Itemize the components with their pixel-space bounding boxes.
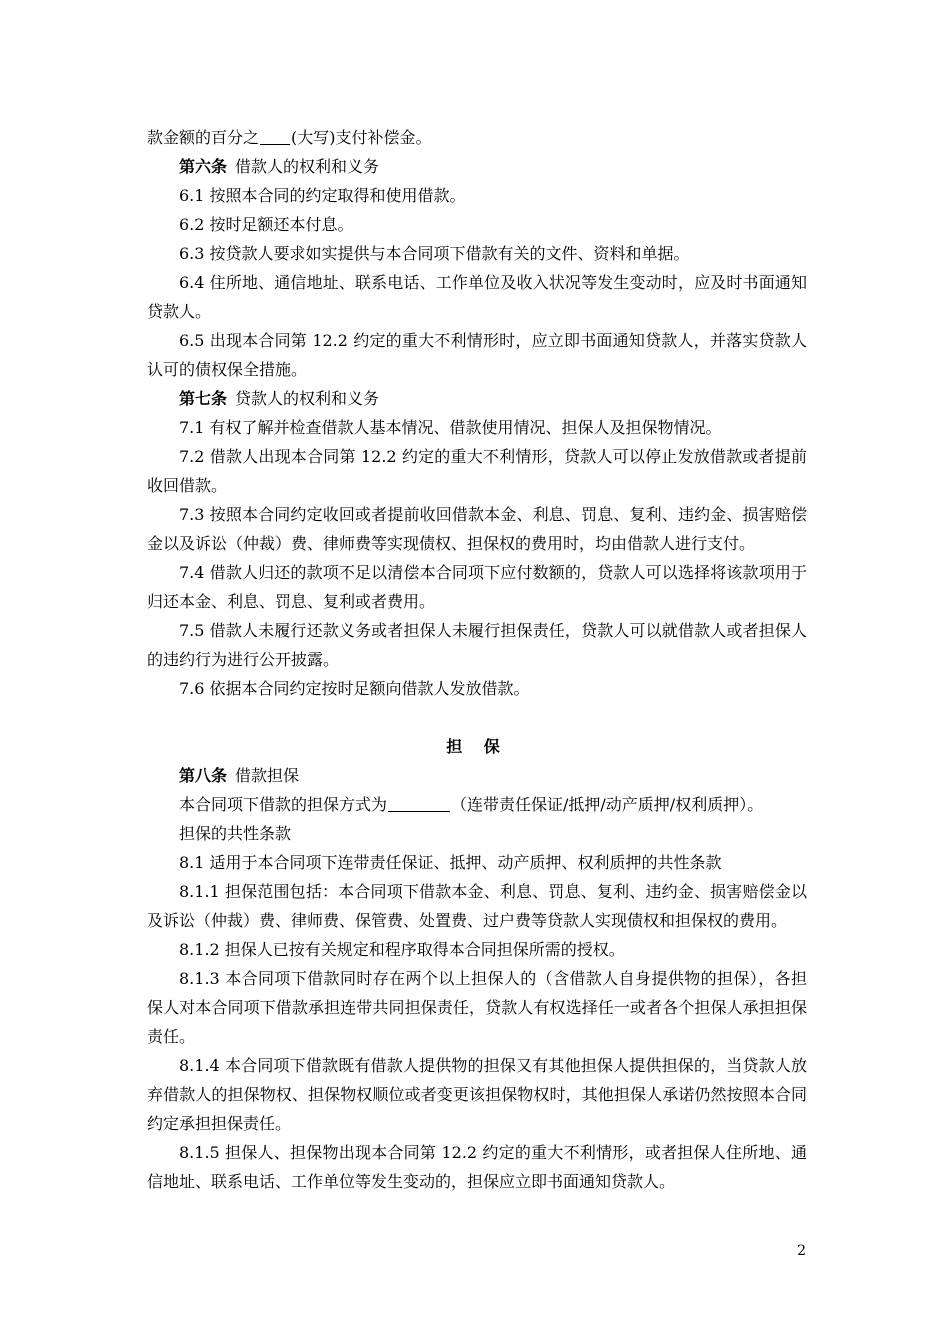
clause-7-3: 7.3 按照本合同约定收回或者提前收回借款本金、利息、罚息、复利、违约金、损害赔偿金以及诉讼（仲裁）费、律师费等实现债权、担保权的费用时，均由借款人进行支付。	[147, 505, 807, 553]
continuation-text-end: (大写)支付补偿金。	[291, 128, 432, 147]
clause-8-1: 8.1 适用于本合同项下连带责任保证、抵押、动产质押、权利质押的共性条款	[179, 853, 722, 872]
clause-8-1-2: 8.1.2 担保人已按有关规定和程序取得本合同担保所需的授权。	[179, 940, 625, 959]
clause-7-4: 7.4 借款人归还的款项不足以清偿本合同项下应付数额的，贷款人可以选择将该款项用于归还本金、利息、罚息、复利或者费用。	[147, 563, 807, 611]
continuation-text-start: 款金额的百分之	[147, 128, 260, 147]
guarantee-method-blank	[388, 795, 450, 812]
clause-8-1-4: 8.1.4 本合同项下借款既有借款人提供物的担保又有其他担保人提供担保的，当贷款人放弃借款人的担保物权、担保物权顺位或者变更该担保物权时，其他担保人承诺仍然按照本合同约定承担担保责任。	[147, 1056, 807, 1133]
section-heading-guarantee: 担 保	[446, 737, 508, 756]
article-7-number: 第七条	[179, 389, 228, 408]
clause-7-6: 7.6 依据本合同约定按时足额向借款人发放借款。	[179, 679, 530, 698]
clause-8-1-5: 8.1.5 担保人、担保物出现本合同第 12.2 约定的重大不利情形，或者担保人住所地、通信地址、联系电话、工作单位等发生变动的，担保应立即书面通知贷款人。	[147, 1143, 807, 1191]
article-6-number: 第六条	[179, 157, 228, 176]
section-spacer	[147, 703, 807, 732]
document-body	[147, 123, 807, 1196]
guarantee-method-options: （连带责任保证/抵押/动产质押/权利质押）。	[451, 795, 764, 814]
clause-7-1: 7.1 有权了解并检查借款人基本情况、借款使用情况、担保人及担保物情况。	[179, 418, 722, 437]
percentage-blank	[260, 128, 290, 145]
article-6-heading	[147, 152, 807, 181]
paragraph-continuation	[147, 123, 807, 152]
clause-6-3: 6.3 按贷款人要求如实提供与本合同项下借款有关的文件、资料和单据。	[179, 244, 690, 263]
article-8-title: 借款担保	[235, 766, 300, 785]
clause-6-4: 6.4 住所地、通信地址、联系电话、工作单位及收入状况等发生变动时，应及时书面通知贷款人。	[147, 273, 807, 321]
clause-8-1-3: 8.1.3 本合同项下借款同时存在两个以上担保人的（含借款人自身提供物的担保），各担保人对本合同项下借款承担连带共同担保责任，贷款人有权选择任一或者各个担保人承担担保责任。	[147, 969, 807, 1046]
clause-7-2: 7.2 借款人出现本合同第 12.2 约定的重大不利情形，贷款人可以停止发放借款或者提前收回借款。	[147, 447, 807, 495]
article-8-intro	[147, 790, 807, 819]
article-8-heading	[147, 761, 807, 790]
page-number: 2	[797, 1243, 806, 1259]
guarantee-method-text: 本合同项下借款的担保方式为	[179, 795, 388, 814]
clause-8-1-1: 8.1.1 担保范围包括：本合同项下借款本金、利息、罚息、复利、违约金、损害赔偿金以及诉讼（仲裁）费、律师费、保管费、处置费、过户费等贷款人实现债权和担保权的费用。	[147, 882, 807, 930]
article-7-title: 贷款人的权利和义务	[235, 389, 380, 408]
article-8-number: 第八条	[179, 766, 228, 785]
article-6-title: 借款人的权利和义务	[235, 157, 380, 176]
clause-6-1: 6.1 按照本合同的约定取得和使用借款。	[179, 186, 466, 205]
clause-6-5: 6.5 出现本合同第 12.2 约定的重大不利情形时，应立即书面通知贷款人，并落实贷款人认可的债权保全措施。	[147, 331, 807, 379]
clause-6-2: 6.2 按时足额还本付息。	[179, 215, 354, 234]
article-7-heading	[147, 384, 807, 413]
common-clauses-heading: 担保的共性条款	[179, 824, 292, 843]
clause-7-5: 7.5 借款人未履行还款义务或者担保人未履行担保责任，贷款人可以就借款人或者担保人的违约行为进行公开披露。	[147, 621, 807, 669]
